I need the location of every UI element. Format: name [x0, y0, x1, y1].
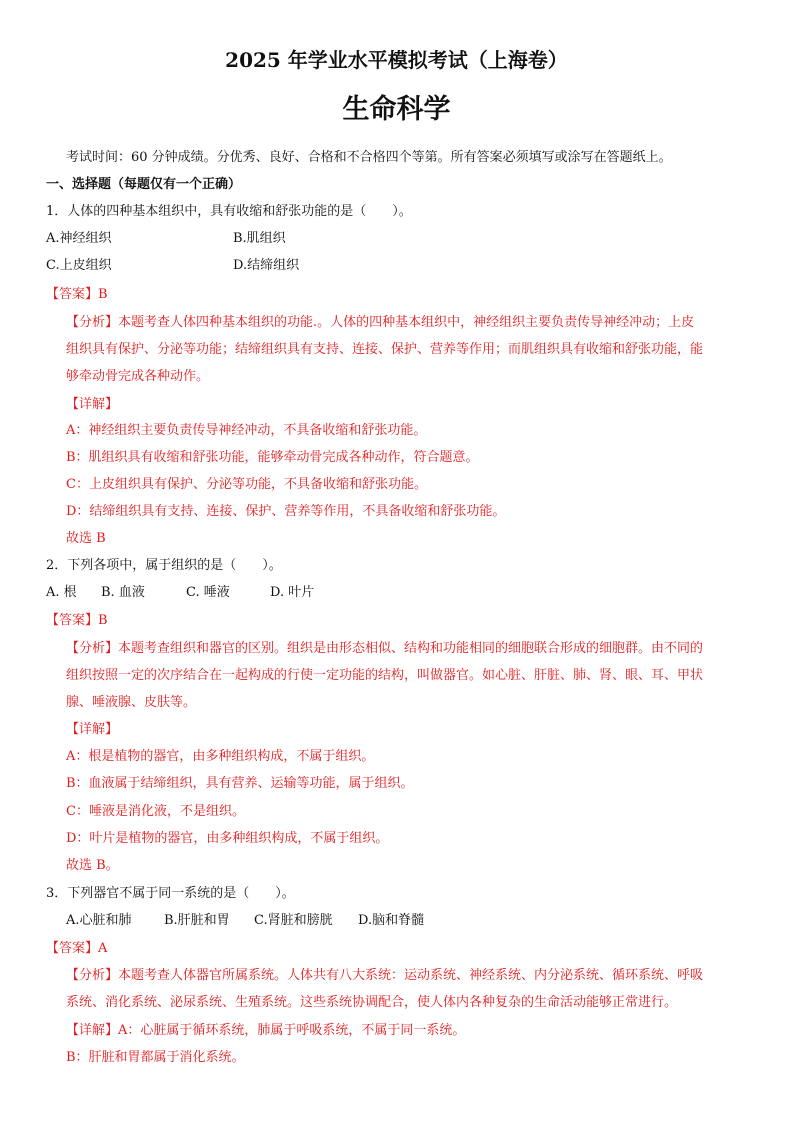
- q1-option-d: D.结缔组织: [233, 258, 300, 273]
- q1-stem: 1．人体的四种基本组织中，具有收缩和舒张功能的是（ ）。: [46, 204, 412, 219]
- q2-analysis-line: 组织按照一定的次序结合在一起构成的行使一定功能的结构，叫做器官。如心脏、肝脏、肺、肾、眼、耳、甲状: [66, 668, 704, 683]
- q2-detail-line: B：血液属于结缔组织，具有营养、运输等功能，属于组织。: [66, 776, 414, 791]
- q3-analysis-line: 系统、消化系统、泌尿系统、生殖系统。这些系统协调配合，使人体内各种复杂的生命活动能够正常进行。: [66, 995, 678, 1010]
- q1-analysis-line: 够牵动骨完成各种动作。: [66, 369, 210, 384]
- q2-detail-line: C：唾液是消化液，不是组织。: [66, 804, 245, 819]
- q2-detail-label: 【详解】: [66, 722, 119, 737]
- q3-stem: 3．下列器官不属于同一系统的是（ ）。: [46, 886, 295, 901]
- q3-answer: 【答案】A: [46, 941, 108, 956]
- q1-analysis-line: 组织具有保护、分泌等功能；结缔组织具有支持、连接、保护、营养等作用；而肌组织具有收缩和舒张功能，能: [66, 342, 704, 357]
- exam-intro: 考试时间：60 分钟成绩。分优秀、良好、合格和不合格四个等第。所有答案必须填写或涂写在答题纸上。: [66, 150, 672, 165]
- q1-detail-line: C：上皮组织具有保护、分泌等功能，不具备收缩和舒张功能。: [66, 477, 427, 492]
- q2-analysis-line: 【分析】本题考查组织和器官的区别。组织是由形态相似、结构和功能相同的细胞联合形成的细胞群。由不同的: [66, 641, 704, 656]
- q3-option-a: A.心脏和肺: [66, 913, 132, 928]
- q3-option-b: B.肝脏和胃: [164, 913, 230, 928]
- q3-detail-line: 【详解】A：心脏属于循环系统，肺属于呼吸系统，不属于同一系统。: [66, 1023, 466, 1038]
- q3-detail-line: B：肝脏和胃都属于消化系统。: [66, 1050, 245, 1065]
- q2-option-b: B. 血液: [101, 585, 145, 600]
- q1-answer: 【答案】B: [46, 287, 108, 302]
- q1-conclusion: 故选 B: [66, 531, 106, 546]
- section-heading: 一、选择题（每题仅有一个正确）: [46, 177, 242, 192]
- q1-detail-line: D：结缔组织具有支持、连接、保护、营养等作用，不具备收缩和舒张功能。: [66, 504, 506, 519]
- q1-option-b: B.肌组织: [233, 231, 286, 246]
- q2-stem: 2．下列各项中，属于组织的是（ ）。: [46, 558, 282, 573]
- q2-analysis-line: 腺、唾液腺、皮肤等。: [66, 695, 197, 710]
- q3-analysis-line: 【分析】本题考查人体器官所属系统。人体共有八大系统：运动系统、神经系统、内分泌系统、循环系统、呼吸: [66, 968, 704, 983]
- q2-detail-line: D：叶片是植物的器官，由多种组织构成，不属于组织。: [66, 831, 389, 846]
- q2-answer: 【答案】B: [46, 613, 108, 628]
- q2-option-d: D. 叶片: [270, 585, 315, 600]
- q3-option-d: D.脑和脊髓: [358, 913, 425, 928]
- q2-detail-line: A：根是植物的器官，由多种组织构成，不属于组织。: [66, 749, 375, 764]
- q1-analysis-line: 【分析】本题考查人体四种基本组织的功能.。人体的四种基本组织中，神经组织主要负责传导神经冲动；上皮: [66, 315, 695, 330]
- q2-conclusion: 故选 B。: [66, 858, 119, 873]
- q1-option-c: C.上皮组织: [46, 258, 112, 273]
- q1-option-a: A.神经组织: [46, 231, 112, 246]
- q2-option-a: A. 根: [46, 585, 77, 600]
- q1-detail-line: B：肌组织具有收缩和舒张功能，能够牵动骨完成各种动作，符合题意。: [66, 450, 479, 465]
- q3-option-c: C.肾脏和膀胱: [254, 913, 333, 928]
- subject-title: 生命科学: [342, 94, 451, 125]
- exam-title: 2025 年学业水平模拟考试（上海卷）: [225, 48, 568, 72]
- q2-option-c: C. 唾液: [186, 585, 230, 600]
- q1-detail-label: 【详解】: [66, 397, 119, 412]
- q1-detail-line: A：神经组织主要负责传导神经冲动，不具备收缩和舒张功能。: [66, 423, 427, 438]
